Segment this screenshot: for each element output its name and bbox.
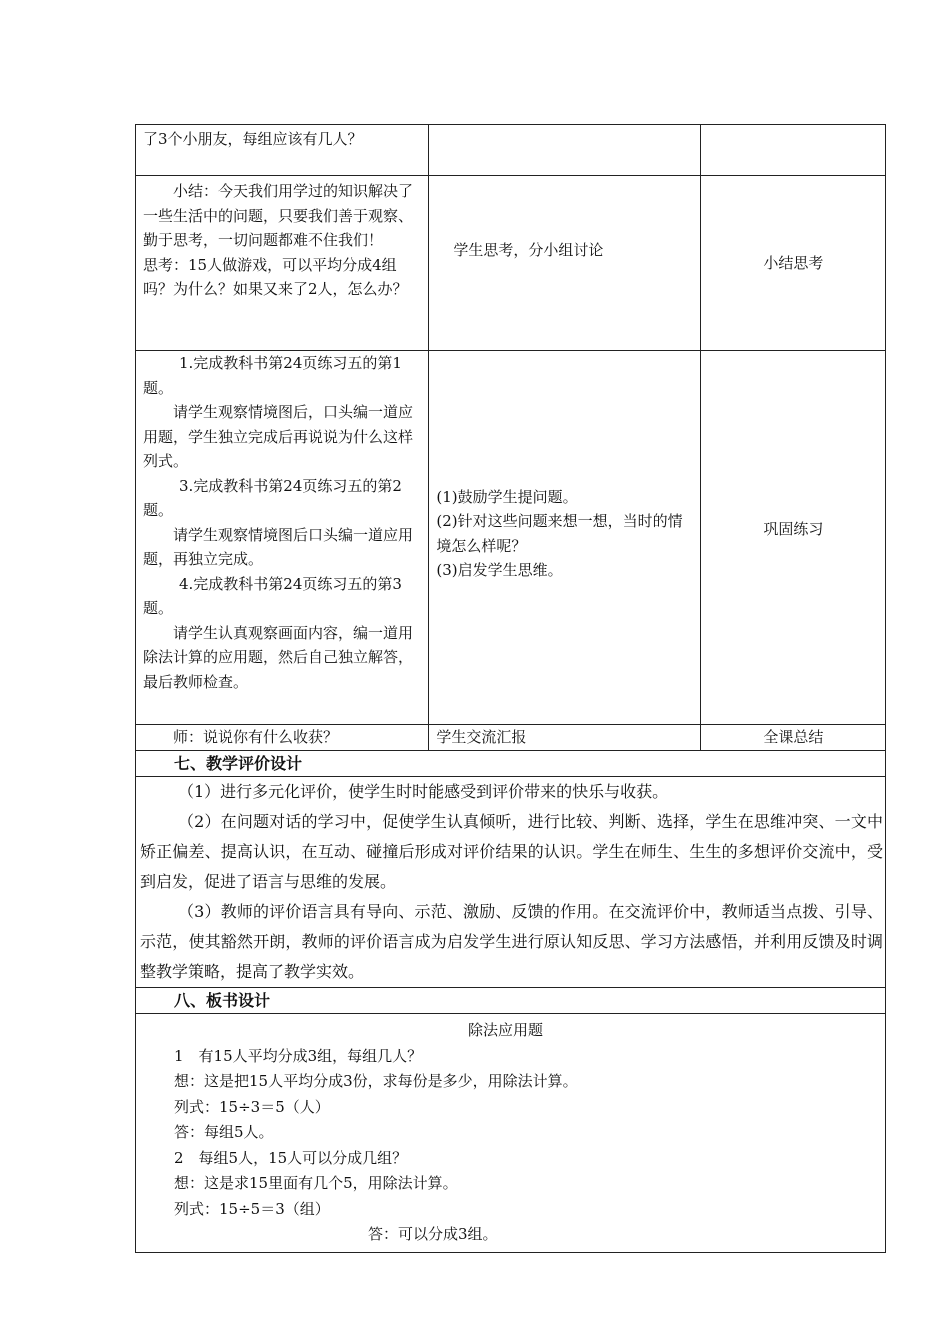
- student-activity-cell: [429, 351, 700, 725]
- cell-text: 4.完成教科书第24页练习五的第3题。: [143, 574, 402, 617]
- board-design-cell: [136, 1014, 886, 1253]
- board-title: 除法应用题: [467, 1021, 543, 1039]
- cell-text: (2)针对这些问题来想一想，当时的情境怎么样呢？: [436, 512, 683, 555]
- cell-text: 学生交流汇报: [436, 728, 527, 746]
- cell-text: 全课总结: [763, 728, 824, 746]
- section-7-heading: 七、教学评价设计: [174, 754, 303, 773]
- table-row: [136, 176, 886, 351]
- board-line: 答：每组5人。: [174, 1123, 274, 1141]
- cell-text: 请学生观察情境图后口头编一道应用题，再独立完成。: [143, 525, 414, 568]
- purpose-cell: [700, 351, 885, 725]
- cell-text: 请学生观察情境图后，口头编一道应用题，学生独立完成后再说说为什么这样列式。: [143, 403, 414, 470]
- cell-text: (1)鼓励学生提问题。: [436, 487, 578, 506]
- evaluation-paragraph: （2）在问题对话的学习中，促使学生认真倾听，进行比较、判断、选择，学生在思维冲突、一文中矫正偏差、提高认识，在互动、碰撞后形成对评价结果的认识。学生在师生、生生的多想评价交流中，受到启发，促进了语言与思维的发展。: [140, 812, 883, 891]
- section-8-heading: 八、板书设计: [174, 991, 271, 1010]
- cell-text: 请学生认真观察画面内容，编一道用除法计算的应用题，然后自己独立解答，最后教师检查。: [143, 623, 414, 691]
- evaluation-paragraph: （3）教师的评价语言具有导向、示范、激励、反馈的作用。在交流评价中，教师适当点拨、引导、示范，使其豁然开朗，教师的评价语言成为启发学生进行原认知反思、学习方法感悟，并利用反馈及时调整教学策略，提高了教学实效。: [140, 902, 883, 981]
- cell-text: 师：说说你有什么收获？: [173, 728, 339, 746]
- board-line: 2 每组5人，15人可以分成几组？: [174, 1148, 408, 1167]
- table-row: [136, 725, 886, 751]
- section-heading-row: [136, 751, 886, 777]
- board-line: 列式：15÷5＝3（组）: [174, 1199, 330, 1218]
- purpose-cell: [700, 176, 885, 351]
- cell-text: 巩固练习: [763, 520, 824, 539]
- teacher-activity-cell: [136, 351, 429, 725]
- cell-text: (3)启发学生思维。: [436, 561, 563, 579]
- purpose-cell: [700, 725, 885, 751]
- teacher-activity-cell: [136, 125, 429, 176]
- student-activity-cell: [429, 125, 700, 176]
- cell-text: 1.完成教科书第24页练习五的第1题。: [143, 354, 402, 397]
- table-row: [136, 125, 886, 176]
- student-activity-cell: [429, 725, 700, 751]
- cell-text: 小结思考: [763, 253, 824, 272]
- section-body-row: [136, 1014, 886, 1253]
- cell-text: 思考：15人做游戏，可以平均分成4组吗？为什么？如果又来了2人，怎么办？: [143, 255, 408, 298]
- board-line: 1 有15人平均分成3组，每组几人？: [174, 1046, 423, 1065]
- teacher-activity-cell: [136, 176, 429, 351]
- evaluation-paragraph: （1）进行多元化评价，使学生时时能感受到评价带来的快乐与收获。: [178, 782, 669, 801]
- section-heading-cell: [136, 988, 886, 1014]
- board-line: 想：这是求15里面有几个5，用除法计算。: [174, 1174, 458, 1192]
- cell-text: 了3个小朋友，每组应该有几人？: [143, 130, 363, 148]
- section-heading-cell: [136, 751, 886, 777]
- board-line: 想：这是把15人平均分成3份，求每份是多少，用除法计算。: [174, 1072, 578, 1090]
- section-body-row: [136, 777, 886, 988]
- board-answer: 答：可以分成3组。: [368, 1225, 498, 1243]
- lesson-table: [135, 124, 886, 1253]
- lesson-plan-page: [135, 124, 886, 1253]
- cell-text: 小结：今天我们用学过的知识解决了一些生活中的问题，只要我们善于观察、勤于思考，一切问题都难不住我们！: [143, 182, 414, 249]
- cell-text: 3.完成教科书第24页练习五的第2题。: [143, 476, 402, 519]
- teacher-activity-cell: [136, 725, 429, 751]
- evaluation-cell: [136, 777, 886, 988]
- table-row: [136, 351, 886, 725]
- section-heading-row: [136, 988, 886, 1014]
- board-line: 列式：15÷3＝5（人）: [174, 1097, 330, 1116]
- cell-text: 学生思考，分小组讨论: [453, 241, 604, 259]
- purpose-cell: [700, 125, 885, 176]
- student-activity-cell: [429, 176, 700, 351]
